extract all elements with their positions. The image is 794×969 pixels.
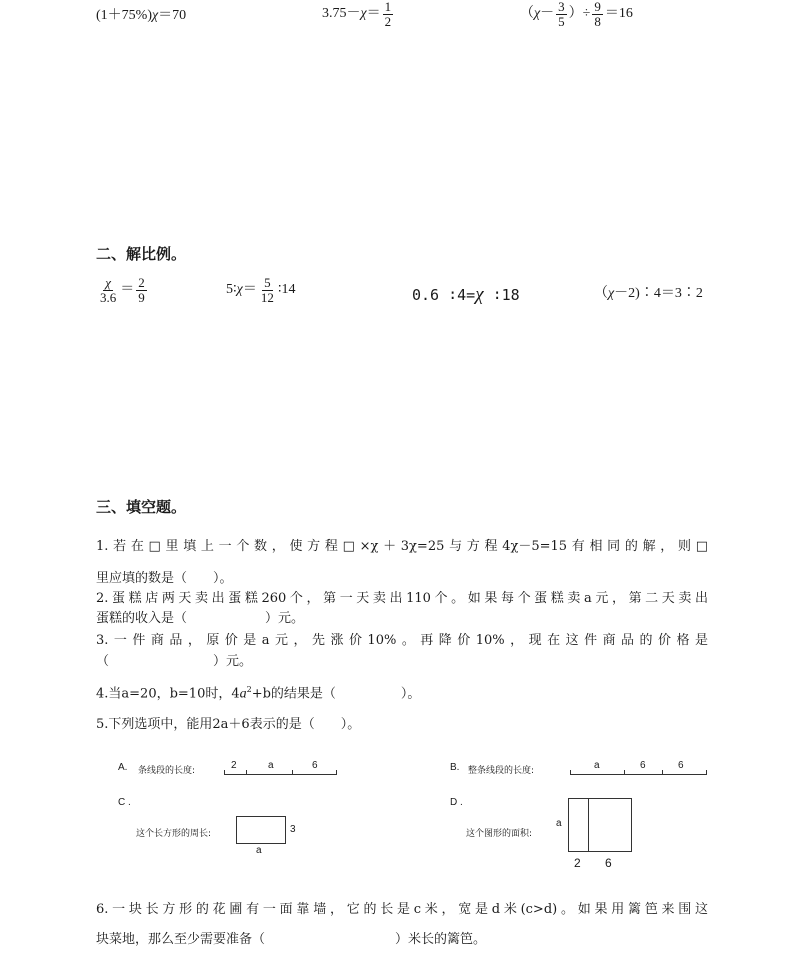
rectangle-figure bbox=[236, 816, 286, 844]
segment-tick bbox=[624, 770, 625, 775]
fraction: $\frac{2}{9}$ bbox=[138, 275, 145, 305]
proportion-4: （χ－2)∶4＝3∶2 bbox=[594, 286, 703, 301]
question-6-line-1: 6.一块长方形的花圃有一面靠墙，它的长是c米，宽是d米(c>d)。如果用篱笆来围这 bbox=[96, 902, 708, 917]
section-title: 二、解比例。 bbox=[96, 245, 187, 263]
fraction: $\frac{9}{8}$ bbox=[594, 0, 601, 29]
option-d-label: D . bbox=[450, 797, 463, 808]
proportion-3: 0.6 ∶4=χ ∶18 bbox=[412, 284, 520, 305]
segment-label: a bbox=[594, 760, 600, 771]
proportion-1: $\frac{\chi}{3.6}$ ＝ $\frac{2}{9}$ bbox=[100, 275, 145, 305]
option-a-text: 条线段的长度: bbox=[138, 766, 196, 776]
rect-height-label: 3 bbox=[290, 824, 296, 835]
fraction: $\frac{\chi}{3.6}$ bbox=[100, 275, 117, 305]
composite-rectangle-figure bbox=[568, 798, 632, 852]
question-4: 4.当a=20，b=10时，$4a^2+b$的结果是（ ）。 bbox=[96, 685, 421, 702]
question-5: 5.下列选项中，能用2a＋6表示的是（ ）。 bbox=[96, 717, 361, 732]
question-3-line-1: 3.一件商品，原价是a元，先涨价10%。再降价10%，现在这件商品的价格是 bbox=[96, 633, 708, 648]
segment-tick bbox=[570, 770, 571, 775]
segment-tick bbox=[224, 770, 225, 775]
figure-width-label: 2 bbox=[574, 856, 581, 870]
equation-2: 3.75－χ＝ $\frac{1}{2}$ bbox=[322, 0, 392, 29]
segment-line bbox=[570, 774, 706, 775]
option-a-label: A. bbox=[118, 762, 128, 773]
option-d-text: 这个图形的面积: bbox=[466, 829, 533, 839]
segment-label: 2 bbox=[231, 760, 237, 771]
fraction: $\frac{3}{5}$ bbox=[558, 0, 565, 29]
divider-line bbox=[588, 799, 589, 851]
figure-height-label: a bbox=[556, 818, 562, 829]
segment-tick bbox=[246, 770, 247, 775]
option-c-text: 这个长方形的周长: bbox=[136, 829, 212, 839]
question-2-line-1: 2.蛋糕店两天卖出蛋糕260个，第一天卖出110个。如果每个蛋糕卖a元，第二天卖出 bbox=[96, 591, 708, 606]
question-3-line-2: （ ）元。 bbox=[96, 654, 253, 669]
fraction: $\frac{1}{2}$ bbox=[384, 0, 392, 29]
segment-label: a bbox=[268, 760, 274, 771]
equation-1: (1＋75%)χ＝70 bbox=[96, 8, 187, 23]
question-1-line-2: 里应填的数是（ ）。 bbox=[96, 571, 233, 586]
variable-chi: χ bbox=[152, 8, 159, 23]
fraction: $\frac{5}{12}$ bbox=[260, 275, 274, 305]
rect-width-label: a bbox=[256, 845, 262, 856]
option-b-text: 整条线段的长度: bbox=[468, 766, 535, 776]
question-6-line-2: 块菜地，那么至少需要准备（ ）米长的篱笆。 bbox=[96, 932, 487, 947]
segment-tick bbox=[292, 770, 293, 775]
option-c-label: C . bbox=[118, 797, 131, 808]
segment-line bbox=[224, 774, 336, 775]
proportion-2: 5∶χ＝ $\frac{5}{12}$ ∶14 bbox=[226, 275, 296, 305]
option-b-label: B. bbox=[450, 762, 460, 773]
segment-tick bbox=[706, 770, 707, 775]
segment-label: 6 bbox=[640, 760, 646, 771]
section-title: 三、填空题。 bbox=[96, 498, 187, 516]
segment-label: 6 bbox=[312, 760, 318, 771]
question-1-line-1: 1.若在□里填上一个数，使方程□×χ＋3χ=25与方程4χ－5=15有相同的解，则□ bbox=[96, 539, 708, 554]
figure-width-label: 6 bbox=[605, 856, 612, 870]
segment-label: 6 bbox=[678, 760, 684, 771]
segment-tick bbox=[336, 770, 337, 775]
question-2-line-2: 蛋糕的收入是（ ）元。 bbox=[96, 611, 305, 626]
segment-tick bbox=[662, 770, 663, 775]
equation-3: （χ－ $\frac{3}{5}$ ）÷ $\frac{9}{8}$ ＝16 bbox=[520, 0, 633, 29]
